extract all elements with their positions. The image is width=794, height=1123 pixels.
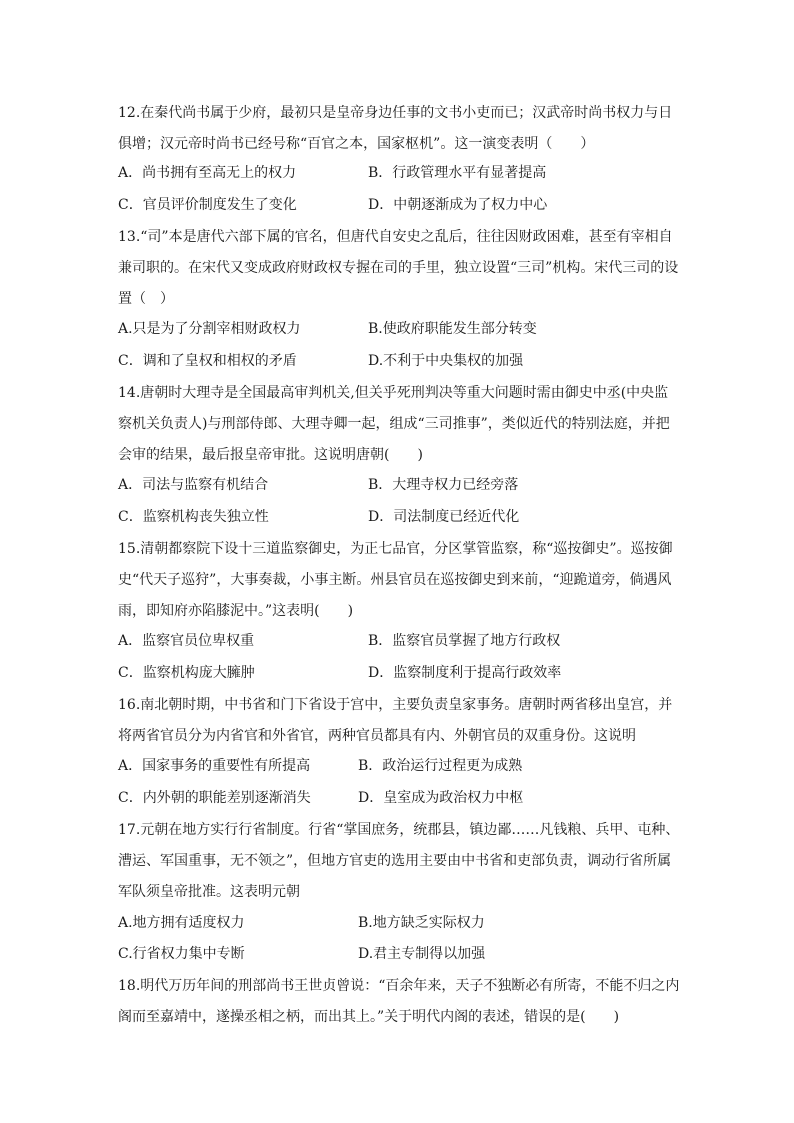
question-12-option-c: C．官员评价制度发生了变化 [118, 197, 297, 213]
question-13-option-b: B.使政府职能发生部分转变 [368, 321, 537, 337]
question-17-option-d: D.君主专制得以加强 [358, 946, 486, 962]
question-15-option-b: B．监察官员掌握了地方行政权 [368, 633, 561, 649]
question-16-option-d: D．皇室成为政治权力中枢 [358, 790, 524, 806]
question-14-option-b: B．大理寺权力已经旁落 [368, 477, 519, 493]
question-14-stem: 14.唐朝时大理寺是全国最高审判机关,但关乎死刑判决等重大问题时需由御史中丞(中央监察机关负责人)与刑部侍郎、大理寺卿一起，组成“三司推事”，类似近代的特别法庭，并把会审的结果，最后报皇帝审批。这说明唐朝( ) [118, 385, 670, 463]
question-17-option-b: B.地方缺乏实际权力 [358, 915, 485, 931]
question-16-option-a: A．国家事务的重要性有所提高 [118, 758, 311, 774]
question-12-option-a: A．尚书拥有至高无上的权力 [118, 165, 297, 181]
question-12-option-b: B．行政管理水平有显著提高 [368, 165, 547, 181]
question-14-option-c: C．监察机构丧失独立性 [118, 509, 269, 525]
question-18-stem: 18.明代万历年间的刑部尚书王世贞曾说：“百余年来，天子不独断必有所寄，不能不归之内阁而至嘉靖中，遂操丞相之柄，而出其上。”关于明代内阁的表述，错误的是( ) [118, 978, 680, 1025]
question-14-option-d: D．司法制度已经近代化 [368, 509, 520, 525]
question-12-stem: 12.在秦代尚书属于少府，最初只是皇帝身边任事的文书小吏而已；汉武帝时尚书权力与日俱增；汉元帝时尚书已经号称“百官之本，国家枢机”。这一演变表明（ ） [118, 105, 673, 152]
question-13-option-c: C．调和了皇权和相权的矛盾 [118, 353, 297, 369]
question-17-stem: 17.元朝在地方实行行省制度。行省“掌国庶务，统郡县，镇边鄙……凡钱粮、兵甲、屯种、漕运、军国重事，无不领之”，但地方官吏的选用主要由中书省和吏部负责，调动行省所属军队须皇帝批准。这表明元朝 [118, 822, 680, 900]
question-17-option-a: A.地方拥有适度权力 [118, 915, 245, 931]
question-16-stem: 16.南北朝时期，中书省和门下省设于宫中，主要负责皇家事务。唐朝时两省移出皇宫，并将两省官员分为内省官和外省官，两种官员都具有内、外朝官员的双重身份。这说明 [118, 697, 673, 744]
question-15-option-d: D．监察制度利于提高行政效率 [368, 665, 562, 681]
question-12-option-d: D．中朝逐渐成为了权力中心 [368, 197, 548, 213]
question-15-stem: 15.清朝都察院下设十三道监察御史，为正七品官，分区掌管监察，称“巡按御史”。巡按御史“代天子巡狩”，大事奏裁，小事主断。州县官员在巡按御史到来前，“迎跪道旁，倘遇风雨，即知府亦陷膝泥中。”这表明( ) [118, 541, 673, 619]
question-16-option-b: B．政治运行过程更为成熟 [358, 758, 523, 774]
question-16-option-c: C．内外朝的职能差别逐渐消失 [118, 790, 311, 806]
question-13-option-a: A.只是为了分割宰相财政权力 [118, 321, 301, 337]
question-15-option-a: A．监察官员位卑权重 [118, 633, 255, 649]
question-15-option-c: C．监察机构庞大臃肿 [118, 665, 255, 681]
question-14-option-a: A．司法与监察有机结合 [118, 477, 269, 493]
question-13-option-d: D.不利于中央集权的加强 [368, 353, 524, 369]
question-17-option-c: C.行省权力集中专断 [118, 946, 245, 962]
question-13-stem: 13.“司”本是唐代六部下属的官名，但唐代自安史之乱后，往往因财政困难，甚至有宰相自兼司职的。在宋代又变成政府财政权专握在司的手里，独立设置“三司”机构。宋代三司的设置（ ） [118, 229, 679, 307]
